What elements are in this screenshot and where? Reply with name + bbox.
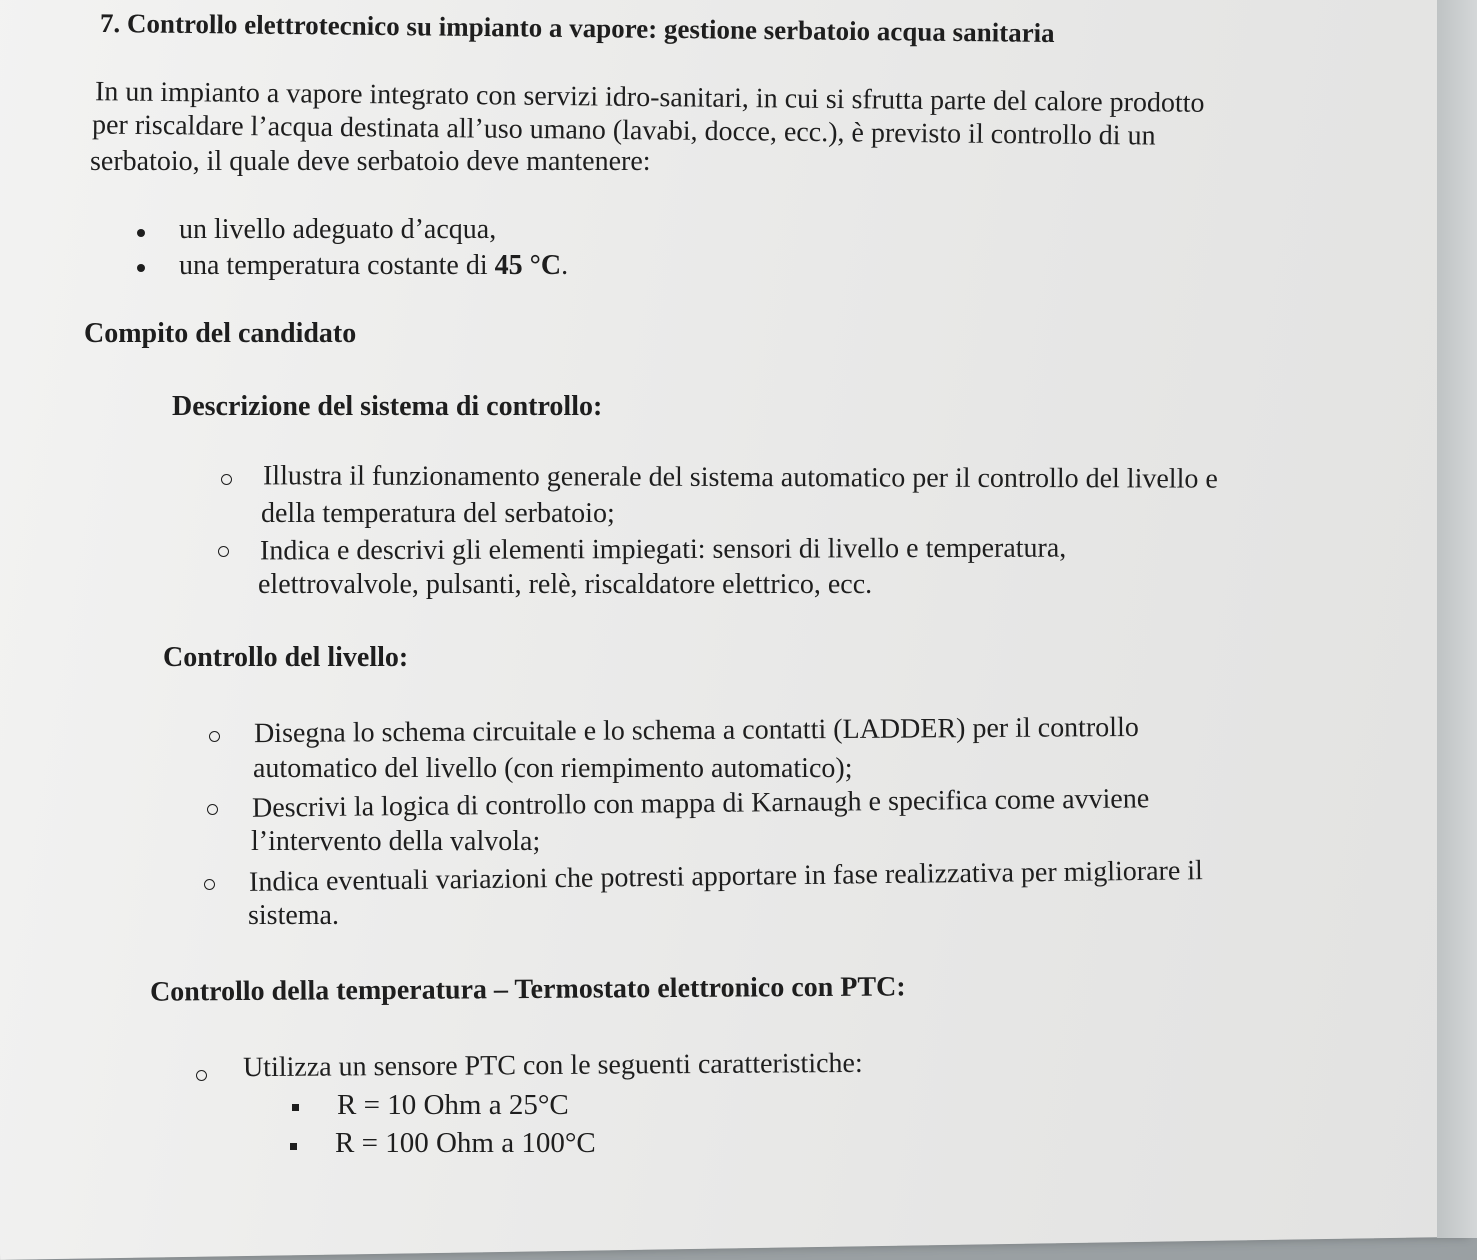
description-item-1-line-2: della temperatura del serbatoio; (261, 498, 615, 529)
description-item-2-line-1: Indica e descrivi gli elementi impiegati: sensori di livello e temperatura, (259, 532, 1067, 567)
ptc-spec-100c: R = 100 Ohm a 100°C (335, 1127, 596, 1159)
requirement-temperature-value: 45 °C (494, 250, 562, 281)
bullet-circle-icon (196, 1070, 207, 1081)
bullet-circle-icon (209, 731, 220, 742)
level-item-1-line-2: automatico del livello (con riempimento automatico); (253, 753, 853, 784)
intro-line-3: serbatoio, il quale deve serbatoio deve mantenere: (90, 146, 651, 177)
bullet-circle-icon (218, 546, 229, 557)
bullet-dot-icon (137, 229, 145, 237)
temperature-item-1: Utilizza un sensore PTC con le seguenti caratteristiche: (242, 1047, 863, 1084)
temperature-heading: Controllo della temperatura – Termostato elettronico con PTC: (149, 971, 906, 1008)
level-item-2-line-2: l’intervento della valvola; (251, 826, 541, 857)
ptc-spec-25c: R = 10 Ohm a 25°C (337, 1089, 569, 1121)
requirement-level: un livello adeguato d’acqua, (179, 214, 497, 245)
intro-line-1: In un impianto a vapore integrato con servizi idro-sanitari, in cui si sfrutta parte del calore prodotto (94, 76, 1205, 119)
level-item-3-line-2: sistema. (248, 900, 339, 931)
description-heading: Descrizione del sistema di controllo: (172, 391, 603, 422)
level-item-2-line-1: Descrivi la logica di controllo con mappa di Karnaugh e specifica come avviene (251, 783, 1150, 824)
description-item-2-line-2: elettrovalvole, pulsanti, relè, riscaldatore elettrico, ecc. (258, 569, 873, 600)
task-heading: Compito del candidato (84, 318, 357, 349)
level-item-3-line-1: Indica eventuali variazioni che potresti apportare in fase realizzativa per migliorare il (248, 855, 1204, 898)
bullet-circle-icon (207, 804, 218, 815)
requirement-temperature-prefix: una temperatura costante di (179, 250, 495, 281)
bullet-circle-icon (221, 474, 232, 485)
requirement-temperature (179, 250, 568, 282)
requirement-temperature-suffix: . (561, 250, 569, 281)
document-title: 7. Controllo elettrotecnico su impianto a vapore: gestione serbatoio acqua sanitaria (99, 8, 1055, 48)
bullet-dot-icon (137, 264, 145, 272)
intro-line-2: per riscaldare l’acqua destinata all’uso umano (lavabi, docce, ecc.), è previsto il controllo di un (91, 109, 1156, 152)
bullet-square-icon (290, 1143, 297, 1150)
bullet-circle-icon (204, 879, 215, 890)
level-item-1-line-1: Disegna lo schema circuitale e lo schema a contatti (LADDER) per il controllo (253, 711, 1139, 750)
bullet-square-icon (292, 1104, 299, 1111)
description-item-1-line-1: Illustra il funzionamento generale del sistema automatico per il controllo del livello e (262, 460, 1218, 495)
level-heading: Controllo del livello: (163, 642, 409, 673)
